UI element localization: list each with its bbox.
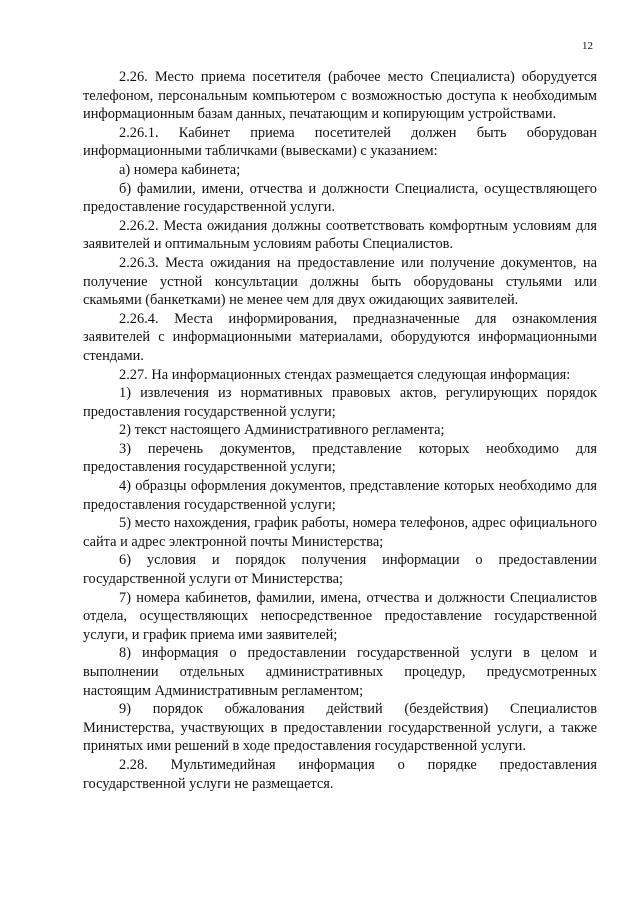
paragraph-2-26-3: 2.26.3. Места ожидания на предоставление или получение документов, на получение устной консультации должны быть оборудованы стульями или скамьями (банкетками) не менее чем для двух ожидающих заявителей. xyxy=(83,254,597,309)
paragraph-2-28: 2.28. Мультимедийная информация о порядке предоставления государственной услуги не размещается. xyxy=(83,756,597,792)
paragraph-2-26-1: 2.26.1. Кабинет приема посетителей должен быть оборудован информационными табличками (вывесками) с указанием: xyxy=(83,124,597,160)
list-item-4: 4) образцы оформления документов, представление которых необходимо для предоставления государственной услуги; xyxy=(83,478,597,513)
paragraph-2-27: 2.27. На информационных стендах размещается следующая информация: xyxy=(119,366,571,383)
paragraph-2-26-4: 2.26.4. Места информирования, предназначенные для ознакомления заявителей с информационными материалами, оборудуются информационными стендами. xyxy=(83,310,597,364)
list-item-3: 3) перечень документов, представление которых необходимо для предоставления государственной услуги; xyxy=(83,440,597,476)
list-item-8: 8) информация о предоставлении государственной услуги в целом и выполнении отдельных административных процедур, предусмотренных настоящим Административным регламентом; xyxy=(83,645,597,699)
paragraph-2-26-2: 2.26.2. Места ожидания должны соответствовать комфортным условиям для заявителей и оптимальным условиям работы Специалистов. xyxy=(83,217,597,253)
page-number: 12 xyxy=(582,40,593,52)
list-item-6: 6) условия и порядок получения информации о предоставлении государственной услуги от Министерства; xyxy=(83,552,597,588)
paragraph-2-26: 2.26. Место приема посетителя (рабочее место Специалиста) оборудуется телефоном, персональным компьютером с возможностью доступа к необходимым информационным базам данных, печатающим и копирующим устройствами. xyxy=(83,69,597,123)
list-item-1: 1) извлечения из нормативных правовых актов, регулирующих порядок предоставления государственной услуги; xyxy=(83,385,597,420)
list-item-9: 9) порядок обжалования действий (бездействия) Специалистов Министерства, участвующих в предоставлении государственной услуги, а также принятых ими решений в ходе предоставления государственной услуги. xyxy=(83,701,597,755)
list-item-b: б) фамилии, имени, отчества и должности Специалиста, осуществляющего предоставление государственной услуги. xyxy=(83,180,597,216)
list-item-2: 2) текст настоящего Административного регламента; xyxy=(119,422,445,439)
document-body xyxy=(83,68,597,793)
list-item-5: 5) место нахождения, график работы, номера телефонов, адрес официального сайта и адрес электронной почты Министерства; xyxy=(83,515,597,550)
list-item-7: 7) номера кабинетов, фамилии, имена, отчества и должности Специалистов отдела, осуществляющих непосредственное предоставление государственной услуги, и график приема ими заявителей; xyxy=(83,589,597,643)
list-item-a: а) номера кабинета; xyxy=(119,161,241,178)
